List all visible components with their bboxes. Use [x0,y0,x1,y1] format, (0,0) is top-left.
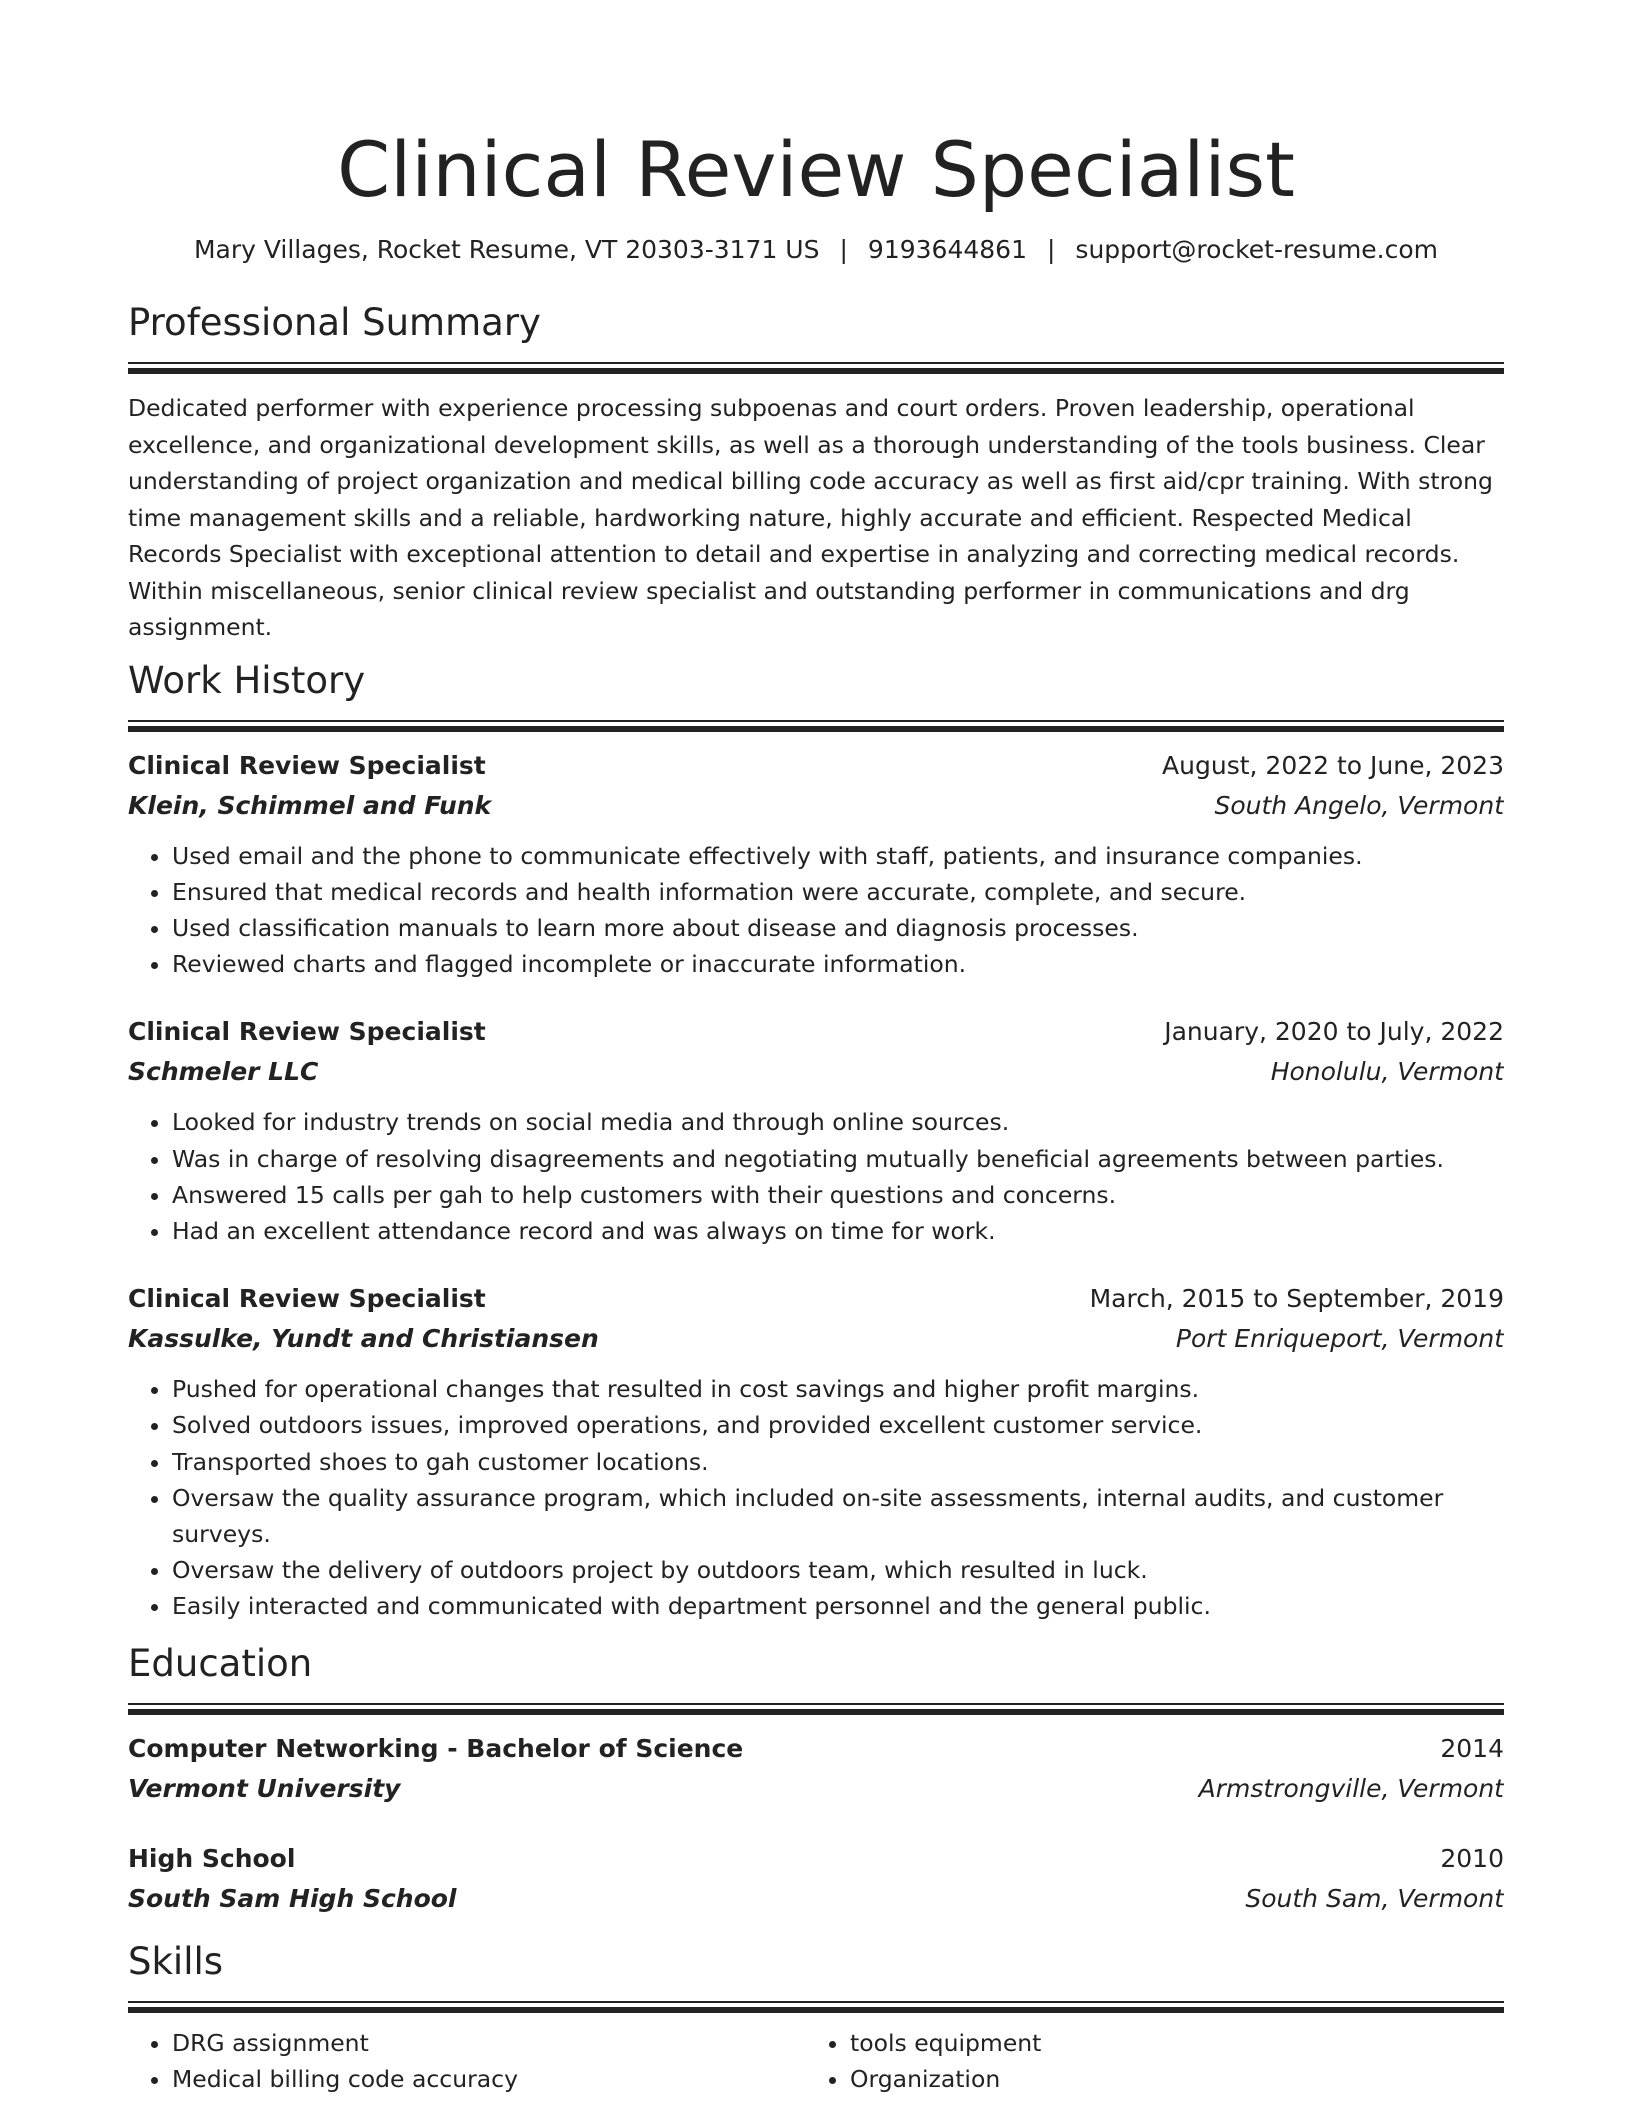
section-divider [128,720,1504,732]
education-school: Vermont University [128,1773,401,1803]
education-school: South Sam High School [128,1883,457,1913]
list-item: • Reviewed charts and flagged incomplete or inaccurate information. [172,946,1504,982]
resume-page [128,0,1504,2112]
job-company: Schmeler LLC [128,1057,319,1087]
job-header-row [128,746,1504,786]
education-degree: High School [128,1843,296,1873]
job-location: Port Enriqueport, Vermont [1175,1324,1504,1354]
job-title: Clinical Review Specialist [128,750,486,780]
job-entry [128,1279,1504,1624]
job-title: Clinical Review Specialist [128,1284,486,1314]
skills-column-left [128,2025,806,2097]
education-school-row [128,1769,1504,1809]
job-dates: March, 2015 to September, 2019 [1089,1284,1504,1314]
job-dates: August, 2022 to June, 2023 [1162,750,1504,780]
job-location: Honolulu, Vermont [1270,1057,1504,1087]
list-item: • Easily interacted and communicated with department personnel and the general public. [172,1588,1504,1624]
skills-heading: Skills [128,1939,224,1983]
contact-email: support@rocket-resume.com [1075,235,1439,264]
contact-separator: | [1046,235,1056,264]
skill-item: • DRG assignment [172,2025,806,2061]
job-title: Clinical Review Specialist [128,1017,486,1047]
skills-section [128,1937,1504,2097]
skills-column-right [806,2025,1484,2097]
section-divider [128,2001,1504,2013]
section-divider [128,362,1504,374]
contact-phone: 9193644861 [867,235,1027,264]
education-location: Armstrongville, Vermont [1198,1773,1504,1803]
skill-item: • Medical billing code accuracy [172,2061,806,2097]
section-divider [128,1703,1504,1715]
list-item: • Ensured that medical records and health information were accurate, complete, and secure. [172,874,1504,910]
education-header-row [128,1839,1504,1879]
job-dates: January, 2020 to July, 2022 [1164,1017,1504,1047]
contact-address: Mary Villages, Rocket Resume, VT 20303-3171 US [193,235,820,264]
list-item: • Answered 15 calls per gah to help customers with their questions and concerns. [172,1177,1504,1213]
education-school-row [128,1879,1504,1919]
education-heading: Education [128,1641,313,1685]
summary-section [128,298,1504,646]
job-bullets [128,1104,1504,1249]
work-history-heading: Work History [128,658,366,702]
job-header-row [128,1279,1504,1319]
skill-item: • tools equipment [850,2025,1484,2061]
list-item: • Had an excellent attendance record and was always on time for work. [172,1213,1504,1249]
list-item: • Oversaw the quality assurance program, which included on-site assessments, internal audits, and customer surveys. [172,1480,1504,1552]
list-item: • Transported shoes to gah customer locations. [172,1444,1504,1480]
job-company: Klein, Schimmel and Funk [128,790,492,820]
education-header-row [128,1729,1504,1769]
summary-text: Dedicated performer with experience processing subpoenas and court orders. Proven leadership, operational excellence, and organizational development skills, as well as a thorough understanding of the tools business. Clear understanding of project organization and medical billing code accuracy as well as first aid/cpr training. With strong time management skills and a reliable, hardworking nature, highly accurate and efficient. Respected Medical Records Specialist with exceptional attention to detail and expertise in analyzing and correcting medical records. Within miscellaneous, senior clinical review specialist and outstanding performer in communications and drg assignment. [128,394,1493,641]
job-company: Kassulke, Yundt and Christiansen [128,1324,599,1354]
job-entry [128,1012,1504,1249]
list-item: • Oversaw the delivery of outdoors project by outdoors team, which resulted in luck. [172,1552,1504,1588]
education-year: 2010 [1440,1843,1504,1873]
education-entry [128,1839,1504,1919]
job-location: South Angelo, Vermont [1214,790,1504,820]
contact-line [128,232,1504,268]
job-bullets [128,838,1504,983]
job-company-row [128,1319,1504,1359]
list-item: • Solved outdoors issues, improved operations, and provided excellent customer service. [172,1407,1504,1443]
education-entry [128,1729,1504,1809]
contact-separator: | [839,235,848,264]
list-item: • Looked for industry trends on social media and through online sources. [172,1104,1504,1140]
list-item: • Was in charge of resolving disagreements and negotiating mutually beneficial agreements between parties. [172,1141,1504,1177]
skill-item: • Organization [850,2061,1484,2097]
list-item: • Used classification manuals to learn more about disease and diagnosis processes. [172,910,1504,946]
job-entry [128,746,1504,983]
education-section [128,1639,1504,1919]
list-item: • Pushed for operational changes that resulted in cost savings and higher profit margins. [172,1371,1504,1407]
job-company-row [128,1052,1504,1092]
job-company-row [128,786,1504,826]
education-year: 2014 [1440,1733,1504,1763]
summary-heading: Professional Summary [128,301,541,344]
list-item: • Used email and the phone to communicate effectively with staff, patients, and insurance companies. [172,838,1504,874]
resume-title: Clinical Review Specialist [337,125,1295,214]
education-location: South Sam, Vermont [1245,1883,1504,1913]
work-history-section [128,656,1504,1625]
job-bullets [128,1371,1504,1624]
education-degree: Computer Networking - Bachelor of Science [128,1733,744,1763]
job-header-row [128,1012,1504,1052]
skills-grid [128,2025,1504,2097]
